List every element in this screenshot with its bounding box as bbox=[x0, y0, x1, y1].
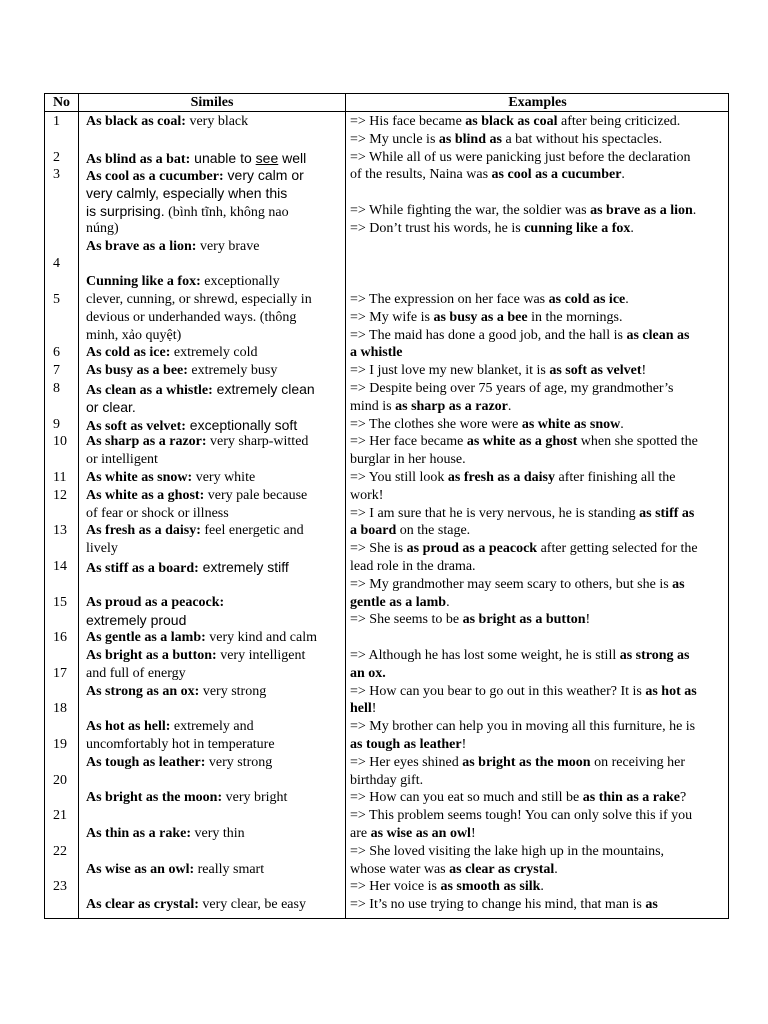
text-run: in the mornings. bbox=[527, 309, 623, 325]
text-run: see bbox=[255, 149, 279, 166]
example-line bbox=[350, 576, 685, 594]
row-number: 13 bbox=[53, 523, 67, 539]
bold-run: as cool as a cucumber bbox=[491, 167, 622, 183]
example-line bbox=[350, 469, 676, 487]
simile-line bbox=[86, 594, 224, 612]
text-run: . bbox=[625, 292, 629, 307]
text-run: => While fighting the war, the soldier was bbox=[350, 203, 591, 218]
text-run: => She seems to be bbox=[350, 612, 463, 628]
bold-run: As thin as a rake: bbox=[86, 826, 192, 841]
example-line bbox=[350, 700, 376, 718]
simile-line bbox=[86, 113, 248, 131]
text-run: extremely proud bbox=[86, 612, 187, 629]
text-run: very strong bbox=[205, 754, 273, 770]
text-run: => Her face became bbox=[350, 434, 467, 450]
text-run: a bat without his spectacles. bbox=[501, 131, 663, 147]
bold-run: As gentle as a lamb: bbox=[86, 630, 206, 646]
example-line bbox=[350, 843, 664, 861]
bold-run: As white as snow: bbox=[86, 470, 193, 485]
bold-run: As black as coal: bbox=[86, 114, 186, 129]
example-line bbox=[350, 683, 697, 701]
bold-run: as white as a ghost bbox=[466, 434, 578, 450]
bold-run: as clean as bbox=[626, 327, 690, 343]
bold-run: As blind as a bat: bbox=[86, 151, 191, 167]
text-run: . bbox=[554, 861, 558, 877]
text-run: => His face became bbox=[350, 114, 466, 129]
text-run: => How can you bear to go out in this weather? It is bbox=[350, 683, 646, 699]
text-run: of the results, Naina was bbox=[350, 167, 492, 183]
simile-line bbox=[86, 718, 254, 736]
row-number: 21 bbox=[53, 808, 67, 824]
example-line bbox=[350, 772, 423, 790]
text-run: extremely cold bbox=[170, 345, 258, 361]
text-run: ! bbox=[371, 701, 377, 717]
bold-run: As clear as crystal: bbox=[86, 897, 199, 913]
example-line bbox=[350, 291, 629, 309]
text-run: extremely and bbox=[170, 719, 254, 735]
bold-run: as bbox=[672, 576, 685, 592]
text-run: => Don’t trust his words, he is bbox=[350, 220, 525, 236]
text-run: => While all of us were panicking just before the declaration bbox=[350, 149, 691, 165]
row-number: 20 bbox=[53, 772, 67, 788]
bold-run: as bright as a button bbox=[462, 612, 586, 628]
simile-line bbox=[86, 451, 158, 469]
text-run: or intelligent bbox=[86, 452, 158, 468]
text-run: on receiving her bbox=[590, 754, 686, 770]
simile-line bbox=[86, 540, 118, 558]
example-line bbox=[350, 522, 470, 540]
bold-run: As clean as a whistle: bbox=[86, 383, 213, 398]
row-number: 15 bbox=[53, 594, 67, 610]
row-number: 12 bbox=[53, 487, 67, 503]
example-line bbox=[350, 754, 685, 772]
text-run: (bình tĩnh, không nao bbox=[164, 205, 289, 220]
row-number: 7 bbox=[53, 363, 60, 379]
example-line bbox=[350, 380, 673, 398]
bold-run: as clear as crystal bbox=[449, 861, 555, 877]
bold-run: as busy as a bee bbox=[433, 309, 528, 325]
example-line bbox=[350, 896, 658, 914]
bold-run: as thin as a rake bbox=[582, 790, 680, 806]
example-line bbox=[350, 665, 386, 683]
example-line bbox=[350, 309, 622, 327]
text-run: exceptionally bbox=[200, 274, 280, 290]
bold-run: As soft as velvet: bbox=[86, 418, 186, 434]
example-line bbox=[350, 807, 692, 825]
text-run: or clear. bbox=[86, 398, 136, 415]
bold-run: as tough as leather bbox=[350, 737, 462, 752]
bold-run: As tough as leather: bbox=[86, 754, 206, 770]
bold-run: cunning like a fox bbox=[524, 220, 631, 236]
bold-run: as hot as bbox=[645, 683, 697, 699]
bold-run: as smooth as silk bbox=[440, 879, 541, 895]
text-run: devious or underhanded ways. (thông bbox=[86, 309, 297, 325]
bold-run: as proud as a peacock bbox=[406, 541, 538, 557]
row-number: 9 bbox=[53, 416, 60, 432]
example-line bbox=[350, 558, 476, 576]
bold-run: as blind as bbox=[438, 131, 502, 147]
bold-run: as wise as an owl bbox=[370, 826, 471, 841]
bold-run: As bright as a button: bbox=[86, 648, 217, 663]
text-run: => I am sure that he is very nervous, he is standing bbox=[350, 505, 640, 521]
example-line bbox=[350, 433, 698, 451]
bold-run: As sharp as a razor: bbox=[86, 434, 207, 450]
bold-run: as cold as ice bbox=[548, 292, 626, 307]
text-run: work! bbox=[350, 487, 384, 503]
bold-run: As white as a ghost: bbox=[86, 487, 205, 503]
example-line bbox=[350, 861, 558, 879]
simile-line bbox=[86, 362, 277, 380]
row-number: 1 bbox=[53, 114, 60, 129]
text-run: => Although he has lost some weight, he is still bbox=[350, 648, 620, 663]
text-run: => Despite being over 75 years of age, my grandmother’s bbox=[350, 381, 674, 396]
text-run: => She is bbox=[350, 541, 407, 557]
bold-run: as soft as velvet bbox=[549, 363, 642, 379]
bold-run: as sharp as a razor bbox=[395, 398, 508, 414]
example-line bbox=[350, 647, 690, 665]
example-line bbox=[350, 505, 694, 523]
text-run: => How can you eat so much and still be bbox=[350, 790, 583, 806]
text-run: . bbox=[630, 220, 634, 236]
bold-run: a board bbox=[350, 523, 397, 539]
text-run: => My wife is bbox=[350, 309, 434, 325]
text-run: ! bbox=[461, 737, 467, 752]
row-number: 14 bbox=[53, 559, 67, 574]
bold-run: As cold as ice: bbox=[86, 345, 171, 361]
bold-run: gentle as a lamb bbox=[350, 594, 447, 610]
text-run: => The expression on her face was bbox=[350, 292, 549, 307]
text-run: very thin bbox=[191, 826, 245, 841]
bold-run: a whistle bbox=[350, 345, 403, 361]
bold-run: as brave as a lion bbox=[590, 203, 693, 218]
simile-line bbox=[86, 487, 307, 505]
example-line bbox=[350, 131, 662, 149]
text-run: very strong bbox=[199, 683, 267, 699]
simile-line bbox=[86, 238, 259, 256]
text-run: . bbox=[620, 416, 624, 432]
text-run: ! bbox=[470, 826, 476, 841]
bold-run: as stiff as bbox=[639, 505, 695, 521]
bold-run: As brave as a lion: bbox=[86, 238, 197, 254]
row-number: 4 bbox=[53, 256, 60, 272]
bold-run: as bright as the moon bbox=[462, 754, 591, 770]
example-line bbox=[350, 220, 634, 238]
header-similes: Similes bbox=[190, 95, 234, 110]
text-run: very black bbox=[185, 114, 249, 129]
bold-run: As fresh as a daisy: bbox=[86, 523, 201, 539]
text-run: after being criticized. bbox=[557, 114, 681, 129]
simile-line bbox=[86, 505, 229, 523]
row-number: 8 bbox=[53, 381, 60, 396]
text-run: => I just love my new blanket, it is bbox=[350, 363, 550, 379]
simile-line bbox=[86, 683, 266, 701]
example-line bbox=[350, 487, 383, 505]
text-run: and full of energy bbox=[86, 665, 186, 681]
example-line bbox=[350, 202, 696, 220]
text-run: extremely stiff bbox=[198, 559, 289, 575]
text-run: clever, cunning, or shrewd, especially in bbox=[86, 292, 312, 307]
text-run: when she spotted the bbox=[577, 434, 698, 450]
row-number: 19 bbox=[53, 737, 67, 752]
row-number: 5 bbox=[53, 292, 60, 307]
text-run: => My brother can help you in moving all this furniture, he is bbox=[350, 719, 696, 735]
text-run: after getting selected for the bbox=[537, 541, 698, 557]
header-examples: Examples bbox=[508, 95, 567, 110]
text-run: on the stage. bbox=[396, 523, 471, 539]
example-line bbox=[350, 344, 403, 362]
row-number: 6 bbox=[53, 345, 60, 361]
text-run: núng) bbox=[86, 220, 119, 236]
simile-line bbox=[86, 647, 305, 665]
column-divider-similes bbox=[345, 94, 346, 918]
text-run: . bbox=[692, 203, 697, 218]
bold-run: As wise as an owl: bbox=[86, 861, 195, 877]
text-run: ! bbox=[585, 612, 591, 628]
text-run: really smart bbox=[194, 861, 265, 877]
text-run: => This problem seems tough! You can only solve this if you bbox=[350, 808, 693, 824]
text-run: very sharp-witted bbox=[206, 434, 309, 450]
text-run: => She loved visiting the lake high up in the mountains, bbox=[350, 843, 665, 859]
bold-run: As bright as the moon: bbox=[86, 790, 223, 806]
header-no: No bbox=[52, 95, 71, 110]
similes-table bbox=[44, 93, 729, 919]
example-line bbox=[350, 789, 686, 807]
text-run: burglar in her house. bbox=[350, 452, 466, 468]
example-line bbox=[350, 398, 511, 416]
text-run: => It’s no use trying to change his mind, that man is bbox=[350, 897, 646, 913]
text-run: very white bbox=[192, 470, 256, 485]
text-run: => You still look bbox=[350, 470, 448, 485]
example-line bbox=[350, 113, 680, 131]
simile-line bbox=[86, 789, 287, 807]
row-number: 23 bbox=[53, 879, 67, 895]
simile-line bbox=[86, 861, 264, 879]
row-number: 16 bbox=[53, 630, 67, 646]
text-run: lively bbox=[86, 541, 118, 557]
text-run: birthday gift. bbox=[350, 772, 424, 788]
text-run: => My uncle is bbox=[350, 131, 439, 147]
text-run: well bbox=[278, 149, 307, 166]
simile-line bbox=[86, 754, 272, 772]
bold-run: As cool as a cucumber: bbox=[86, 169, 224, 185]
bold-run: As hot as hell: bbox=[86, 719, 171, 735]
text-run: lead role in the drama. bbox=[350, 559, 476, 574]
column-divider-no bbox=[78, 94, 79, 918]
simile-line bbox=[86, 736, 275, 754]
example-line bbox=[350, 166, 625, 184]
header-divider bbox=[45, 111, 728, 112]
text-run: very clear, be easy bbox=[198, 897, 306, 913]
text-run: of fear or shock or illness bbox=[86, 505, 229, 521]
text-run: is surprising. bbox=[86, 203, 165, 219]
example-line bbox=[350, 362, 646, 380]
text-run: => Her voice is bbox=[350, 879, 441, 895]
text-run: very bright bbox=[222, 790, 288, 806]
bold-run: as fresh as a daisy bbox=[447, 470, 555, 485]
row-number: 18 bbox=[53, 701, 67, 717]
simile-line bbox=[86, 309, 296, 327]
text-run: extremely busy bbox=[187, 363, 278, 379]
simile-line bbox=[86, 896, 306, 914]
text-run: ! bbox=[641, 363, 647, 379]
text-run: after finishing all the bbox=[554, 470, 676, 485]
bold-run: as white as snow bbox=[521, 416, 621, 432]
bold-run: Cunning like a fox: bbox=[86, 274, 201, 290]
example-line bbox=[350, 594, 450, 612]
text-run: minh, xảo quyệt) bbox=[86, 327, 182, 343]
text-run: => My grandmother may seem scary to others, but she is bbox=[350, 576, 673, 592]
text-run: . bbox=[507, 398, 512, 414]
example-line bbox=[350, 451, 466, 469]
text-run: very pale because bbox=[204, 487, 308, 503]
text-run: mind is bbox=[350, 398, 396, 414]
example-line bbox=[350, 825, 476, 843]
example-line bbox=[350, 416, 624, 434]
row-number: 17 bbox=[53, 665, 67, 681]
simile-line bbox=[86, 522, 304, 540]
text-run: ? bbox=[679, 790, 687, 806]
example-line bbox=[350, 718, 695, 736]
bold-run: As strong as an ox: bbox=[86, 683, 200, 699]
simile-line bbox=[86, 327, 181, 345]
text-run: are bbox=[350, 826, 371, 841]
simile-line bbox=[86, 273, 280, 291]
text-run: => The clothes she wore were bbox=[350, 416, 522, 432]
row-number: 11 bbox=[53, 470, 67, 485]
simile-line bbox=[86, 433, 308, 451]
simile-line bbox=[86, 291, 312, 309]
bold-run: as bbox=[645, 897, 658, 913]
text-run: whose water was bbox=[350, 861, 450, 877]
text-run: unable to bbox=[190, 149, 256, 166]
simile-line bbox=[86, 469, 255, 487]
row-number: 22 bbox=[53, 843, 67, 859]
example-line bbox=[350, 540, 698, 558]
row-number: 3 bbox=[53, 167, 60, 183]
example-line bbox=[350, 327, 689, 345]
simile-line bbox=[86, 220, 119, 238]
bold-run: as strong as bbox=[619, 648, 690, 663]
text-run: feel energetic and bbox=[200, 523, 304, 539]
text-run: very intelligent bbox=[216, 648, 306, 663]
text-run: very kind and calm bbox=[205, 630, 317, 646]
bold-run: an ox. bbox=[350, 665, 386, 681]
text-run: very calm or bbox=[223, 167, 304, 184]
simile-line bbox=[86, 558, 289, 578]
text-run: => The maid has done a good job, and the hall is bbox=[350, 327, 627, 343]
bold-run: as black as coal bbox=[465, 114, 558, 129]
text-run: . bbox=[621, 167, 625, 183]
bold-run: hell bbox=[350, 701, 372, 717]
simile-line bbox=[86, 344, 257, 362]
bold-run: As stiff as a board: bbox=[86, 561, 199, 576]
text-run: . bbox=[540, 879, 544, 895]
simile-line bbox=[86, 825, 245, 843]
text-run: exceptionally soft bbox=[185, 416, 298, 433]
text-run: . bbox=[446, 594, 450, 610]
example-line bbox=[350, 149, 691, 167]
row-number: 2 bbox=[53, 149, 60, 165]
text-run: uncomfortably hot in temperature bbox=[86, 737, 275, 752]
simile-line bbox=[86, 629, 317, 647]
text-run: very brave bbox=[196, 238, 260, 254]
row-number: 10 bbox=[53, 434, 67, 450]
bold-run: As proud as a peacock: bbox=[86, 594, 225, 610]
simile-line bbox=[86, 665, 186, 683]
example-line bbox=[350, 611, 590, 629]
text-run: => Her eyes shined bbox=[350, 754, 463, 770]
text-run: extremely clean bbox=[212, 381, 315, 397]
bold-run: As busy as a bee: bbox=[86, 363, 188, 379]
example-line bbox=[350, 878, 544, 896]
example-line bbox=[350, 736, 466, 754]
text-run: very calmly, especially when this bbox=[86, 185, 288, 202]
